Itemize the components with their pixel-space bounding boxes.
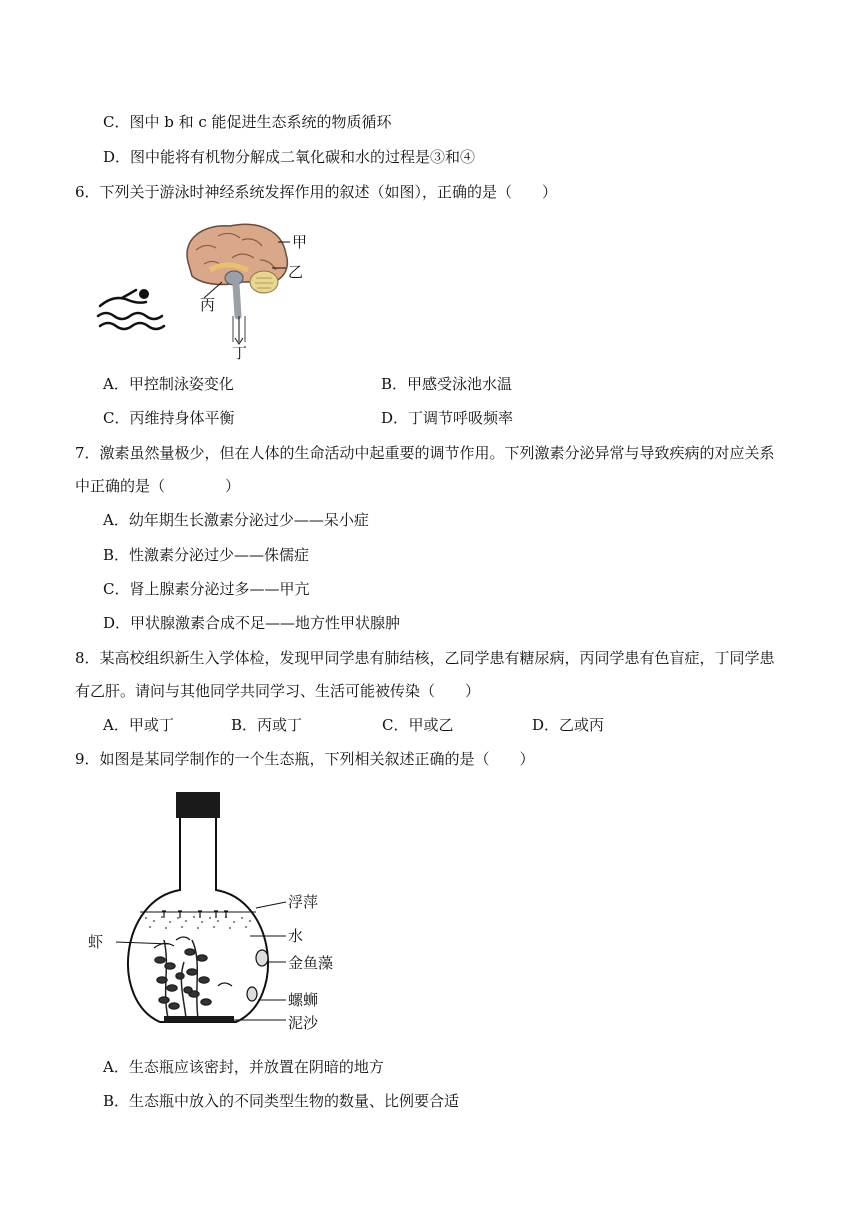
- brain-illustration: [187, 224, 287, 344]
- label-snail: 螺蛳: [288, 991, 319, 1009]
- label-duckweed: 浮萍: [288, 893, 319, 911]
- bottle-stopper: [176, 792, 220, 818]
- label-shrimp: 虾: [88, 933, 104, 951]
- q9-option-b: B．生态瓶中放入的不同类型生物的数量、比例要合适: [103, 1092, 460, 1110]
- q7-stem-line2: 中正确的是（ ）: [75, 477, 241, 495]
- label-water: 水: [288, 927, 304, 945]
- q6-option-d: D．丁调节呼吸频率: [381, 409, 514, 427]
- label-mud: 泥沙: [288, 1014, 319, 1032]
- swimmer-icon: [98, 289, 164, 329]
- q8-option-b: B．丙或丁: [231, 716, 303, 734]
- ecological-bottle-figure: [80, 790, 350, 1035]
- q5-option-d: D．图中能将有机物分解成二氧化碳和水的过程是③和④: [103, 148, 476, 166]
- snail-animals: [247, 950, 268, 1001]
- q9-stem: 9．如图是某同学制作的一个生态瓶，下列相关叙述正确的是（ ）: [75, 750, 535, 768]
- q9-option-a: A．生态瓶应该密封，并放置在阴暗的地方: [103, 1058, 384, 1076]
- label-jia: 甲: [292, 233, 308, 251]
- q5-option-c: C．图中 b 和 c 能促进生态系统的物质循环: [103, 113, 392, 131]
- q7-option-c: C．肾上腺素分泌过多——甲亢: [103, 580, 310, 598]
- q8-option-d: D．乙或丙: [532, 716, 605, 734]
- q8-option-c: C．甲或乙: [382, 716, 454, 734]
- q6-option-c: C．丙维持身体平衡: [103, 409, 235, 427]
- label-bing: 丙: [200, 296, 216, 314]
- label-hornwort: 金鱼藻: [288, 954, 334, 972]
- hornwort-plants: [155, 940, 211, 1018]
- q8-option-a: A．甲或丁: [103, 716, 174, 734]
- q6-option-a: A．甲控制泳姿变化: [103, 375, 234, 393]
- q7-option-a: A．幼年期生长激素分泌过少——呆小症: [103, 511, 369, 529]
- q8-stem-line2: 有乙肝。请问与其他同学共同学习、生活可能被传染（ ）: [75, 682, 481, 700]
- label-yi: 乙: [288, 263, 304, 281]
- q6-stem: 6．下列关于游泳时神经系统发挥作用的叙述（如图），正确的是（ ）: [75, 183, 558, 201]
- q7-option-b: B．性激素分泌过少——侏儒症: [103, 546, 310, 564]
- mud-layer: [164, 1016, 234, 1022]
- q6-option-b: B．甲感受泳池水温: [381, 375, 513, 393]
- label-ding: 丁: [232, 344, 248, 360]
- brain-swimmer-figure: [92, 220, 322, 360]
- q7-option-d: D．甲状腺激素合成不足——地方性甲状腺肿: [103, 614, 401, 632]
- q8-stem-line1: 8．某高校组织新生入学体检，发现甲同学患有肺结核，乙同学患有糖尿病，丙同学患有色盲症，丁同学患: [75, 649, 775, 667]
- q7-stem-line1: 7．激素虽然量极少，但在人体的生命活动中起重要的调节作用。下列激素分泌异常与导致疾病的对应关系: [75, 444, 775, 462]
